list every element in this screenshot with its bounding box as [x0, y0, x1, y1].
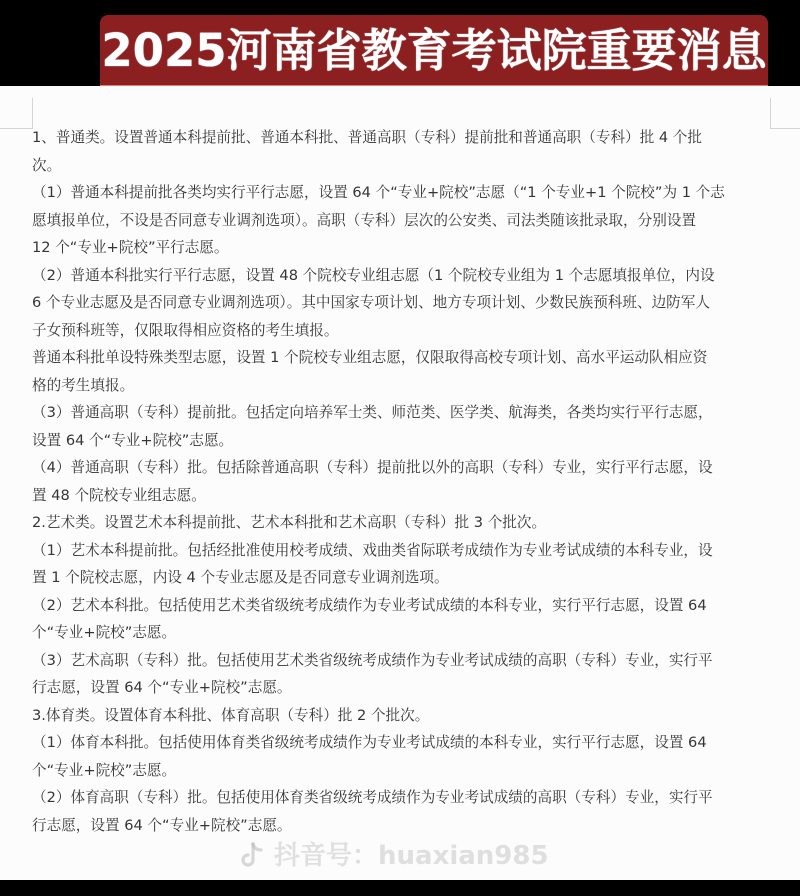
text-line: （1）普通本科提前批各类均实行平行志愿，设置 64 个“专业+院校”志愿（“1 个专业+1 个院校”为 1 个志	[32, 184, 725, 201]
text-line: 置 48 个院校专业组志愿。	[32, 486, 206, 504]
bottom-black-bar	[0, 880, 800, 896]
text-line: 个“专业+院校”志愿。	[32, 761, 177, 779]
text-line: （1）体育本科批。包括使用体育类省级统考成绩作为专业考试成绩的本科专业，实行平行志愿，设置 64	[32, 734, 707, 751]
text-line: 次。	[32, 156, 62, 174]
banner-title: 2025河南省教育考试院重要消息	[101, 24, 767, 77]
text-line: 行志愿，设置 64 个“专业+院校”志愿。	[32, 679, 292, 696]
text-line: （2）体育高职（专科）批。包括使用体育类省级统考成绩作为专业考试成绩的高职（专科）专业，实行平	[32, 789, 713, 806]
text-line: 12 个“专业+院校”平行志愿。	[32, 239, 229, 256]
text-line: （2）艺术本科批。包括使用艺术类省级统考成绩作为专业考试成绩的本科专业，实行平行志愿，设置 64	[32, 596, 707, 614]
text-line: 设置 64 个“专业+院校”志愿。	[32, 431, 234, 449]
text-line: （2）普通本科批实行平行志愿，设置 48 个院校专业组志愿（1 个院校专业组为 1 个志愿填报单位，内设	[32, 266, 715, 284]
text-line: 3.体育类。设置体育本科批、体育高职（专科）批 2 个批次。	[32, 706, 430, 724]
watermark-text: 抖音号：huaxian985	[274, 841, 549, 871]
text-line: 愿填报单位，不设是否同意专业调剂选项）。高职（专科）层次的公安类、司法类随该批录取，分别设置	[32, 211, 697, 229]
tiktok-icon	[240, 842, 264, 870]
text-line: 行志愿，设置 64 个“专业+院校”志愿。	[32, 816, 292, 834]
text-line: 普通本科批单设特殊类型志愿，设置 1 个院校专业组志愿，仅限取得高校专项计划、高水平运动队相应资	[32, 349, 708, 366]
watermark	[240, 838, 549, 874]
text-line: 6 个专业志愿及是否同意专业调剂选项）。其中国家专项计划、地方专项计划、少数民族预科班、边防军人	[32, 294, 710, 311]
text-line: 个“专业+院校”志愿。	[32, 624, 177, 641]
text-line: 置 1 个院校志愿，内设 4 个专业志愿及是否同意专业调剂选项。	[32, 569, 449, 586]
text-line: （3）艺术高职（专科）批。包括使用艺术类省级统考成绩作为专业考试成绩的高职（专科）专业，实行平	[32, 651, 713, 669]
document-body	[32, 124, 784, 839]
document-page	[0, 86, 800, 880]
text-line: 格的考生填报。	[32, 376, 135, 394]
text-line: （3）普通高职（专科）提前批。包括定向培养军士类、师范类、医学类、航海类，各类均实行平行志愿，	[32, 404, 713, 421]
text-line: （4）普通高职（专科）批。包括除普通高职（专科）提前批以外的高职（专科）专业，实行平行志愿，设	[32, 459, 713, 476]
text-line: 子女预科班等，仅限取得相应资格的考生填报。	[32, 321, 339, 339]
text-line: 1、普通类。设置普通本科提前批、普通本科批、普通高职（专科）提前批和普通高职（专科）批 4 个批	[32, 129, 702, 146]
text-line: （1）艺术本科提前批。包括经批准使用校考成绩、戏曲类省际联考成绩作为专业考试成绩的本科专业，设	[32, 541, 713, 559]
page-corner-mark-left	[0, 98, 33, 129]
title-banner	[100, 15, 768, 93]
text-line: 2.艺术类。设置艺术本科提前批、艺术本科批和艺术高职（专科）批 3 个批次。	[32, 514, 547, 531]
